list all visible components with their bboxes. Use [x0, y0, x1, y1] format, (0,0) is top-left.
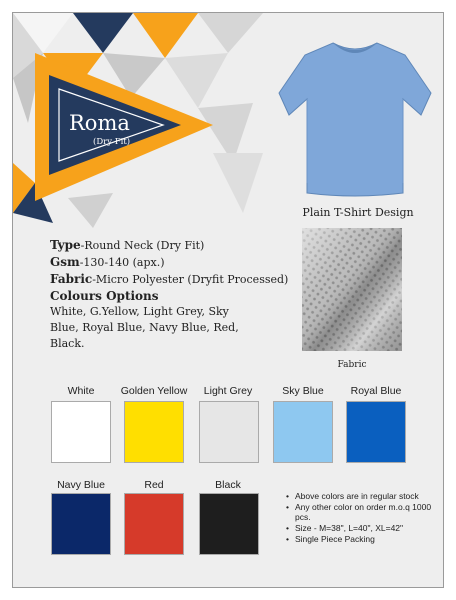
swatch-label-white: White [67, 385, 95, 397]
colours-text: White, G.Yellow, Light Grey, Sky Blue, Royal Blue, Navy Blue, Red, Black. [50, 305, 239, 350]
spec-type: Type-Round Neck (Dry Fit) [50, 238, 205, 252]
swatch-label-light-grey: Light Grey [203, 385, 253, 397]
spec-gsm: Gsm-130-140 (apx.) [50, 255, 165, 269]
swatch-sky-blue [273, 401, 333, 463]
notes-list [283, 491, 443, 545]
specs-block [50, 237, 290, 352]
swatch-label-black: Black [215, 479, 241, 491]
tshirt-image [275, 33, 435, 201]
swatch-label-red: Red [144, 479, 164, 491]
swatch-red [124, 493, 184, 555]
swatch-light-grey [199, 401, 259, 463]
note-item: • Above colors are in regular stock [283, 491, 443, 501]
spec-fabric: Fabric-Micro Polyester (Dryfit Processed) [50, 272, 289, 286]
swatch-white [51, 401, 111, 463]
swatch-label-navy-blue: Navy Blue [57, 479, 105, 491]
fabric-caption: Fabric [337, 360, 367, 370]
swatch-label-royal-blue: Royal Blue [350, 385, 402, 397]
brand-title: Roma [69, 111, 130, 135]
note-item: • Size - M=38", L=40", XL=42" [283, 523, 443, 533]
tshirt-caption: Plain T-Shirt Design [302, 206, 414, 219]
swatch-navy-blue [51, 493, 111, 555]
colours-heading: Colours Options [50, 289, 159, 303]
swatch-label-golden-yellow: Golden Yellow [120, 385, 188, 397]
note-item: • Any other color on order m.o.q 1000 pcs. [283, 502, 443, 522]
product-sheet [12, 12, 444, 588]
note-item: • Single Piece Packing [283, 534, 443, 544]
swatch-royal-blue [346, 401, 406, 463]
swatch-label-sky-blue: Sky Blue [282, 385, 324, 397]
swatch-black [199, 493, 259, 555]
fabric-image [302, 228, 402, 351]
swatch-golden-yellow [124, 401, 184, 463]
brand-subtitle: (Dry Fit) [93, 137, 131, 147]
